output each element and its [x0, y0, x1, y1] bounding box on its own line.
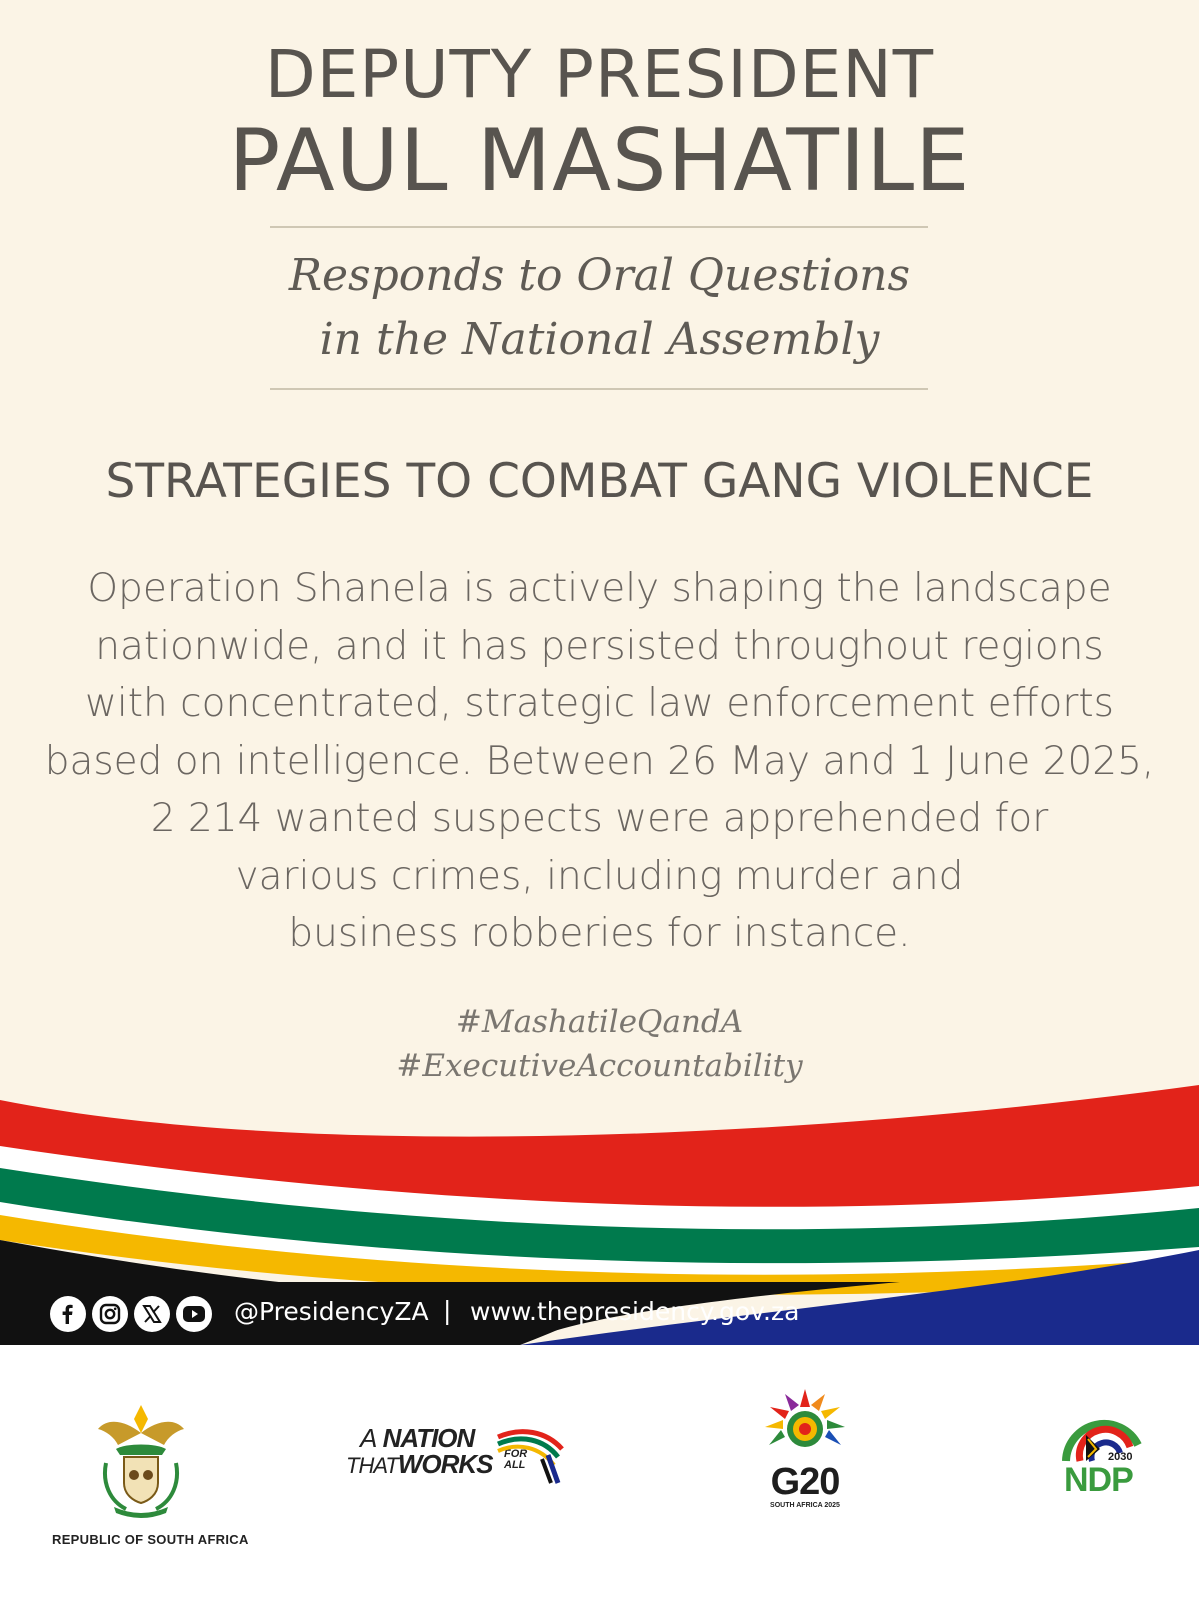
body-line: business robberies for instance.	[288, 911, 911, 956]
body-paragraph	[40, 560, 1159, 963]
nation-that-works-logo	[346, 1417, 574, 1487]
youtube-icon[interactable]	[176, 1296, 212, 1332]
body-line: based on intelligence. Between 26 May and 1 June 2025,	[44, 738, 1155, 784]
social-handle[interactable]: @PresidencyZA	[234, 1297, 429, 1326]
nation-logo-nation: NATION	[382, 1423, 475, 1453]
g20-flower-icon	[760, 1383, 850, 1461]
coat-of-arms-icon	[96, 1403, 186, 1518]
title-line-2: PAUL MASHATILE	[228, 111, 971, 211]
body-line: 2 214 wanted suspects were apprehended for	[150, 796, 1049, 841]
hashtag[interactable]: #ExecutiveAccountability	[396, 1048, 803, 1084]
subtitle-line-2: in the National Assembly	[319, 314, 880, 365]
separator: |	[443, 1296, 452, 1325]
g20-text: G20	[770, 1461, 840, 1503]
g20-subtitle: SOUTH AFRICA 2025	[770, 1502, 840, 1509]
ndp-logo	[1056, 1415, 1148, 1507]
nation-logo-works: WORKS	[397, 1449, 493, 1479]
hashtags	[0, 1000, 1199, 1088]
ndp-year: 2030	[1108, 1451, 1133, 1463]
divider-top	[270, 226, 928, 228]
nation-logo-that: THAT	[346, 1453, 398, 1478]
social-bar	[0, 1282, 1199, 1345]
hashtag[interactable]: #MashatileQandA	[455, 1004, 744, 1040]
social-icons	[50, 1296, 212, 1332]
subtitle-line-1: Responds to Oral Questions	[288, 250, 911, 301]
flag-swoosh-icon	[496, 1425, 566, 1487]
footer	[0, 1345, 1199, 1600]
coat-of-arms-caption: REPUBLIC OF SOUTH AFRICA	[52, 1532, 249, 1547]
body-line: Operation Shanela is actively shaping the landscape	[87, 566, 1112, 611]
body-line: with concentrated, strategic law enforcement efforts	[85, 681, 1114, 726]
website-link[interactable]: www.thepresidency.gov.za	[470, 1297, 800, 1326]
divider-bottom	[270, 388, 928, 390]
x-icon[interactable]	[134, 1296, 170, 1332]
facebook-icon[interactable]	[50, 1296, 86, 1332]
nation-logo-all: ALL	[504, 1459, 526, 1471]
subtitle	[0, 244, 1199, 372]
instagram-icon[interactable]	[92, 1296, 128, 1332]
body-line: nationwide, and it has persisted throughout regions	[95, 623, 1104, 669]
title-line-1: DEPUTY PRESIDENT	[264, 36, 935, 113]
coat-of-arms-logo	[96, 1403, 186, 1518]
nation-logo-for: FOR	[504, 1448, 528, 1460]
ndp-flag-icon	[1056, 1415, 1148, 1465]
nation-logo-a: A	[360, 1423, 377, 1453]
section-heading: STRATEGIES TO COMBAT GANG VIOLENCE	[105, 454, 1094, 509]
nation-logo-line-2	[346, 1449, 492, 1480]
ndp-text: NDP	[1064, 1461, 1133, 1499]
g20-logo	[760, 1383, 870, 1513]
body-line: various crimes, including murder and	[235, 853, 964, 899]
